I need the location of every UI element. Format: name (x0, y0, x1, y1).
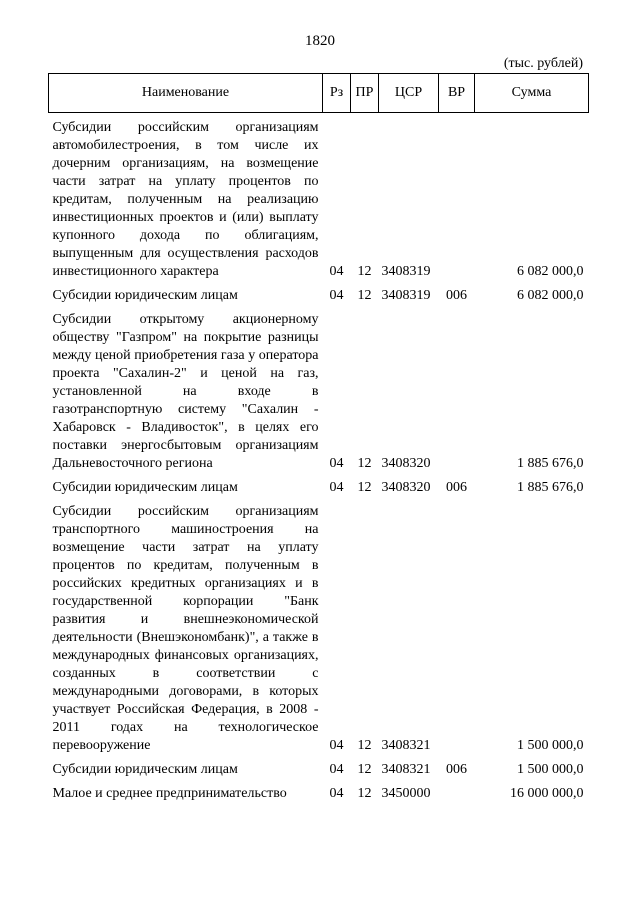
row-name: Субсидии юридическим лицам (52, 288, 238, 303)
row-vr: 006 (446, 480, 467, 495)
row-vr: 006 (446, 288, 467, 303)
row-csr: 3408321 (381, 762, 431, 777)
header-name: Наименование (49, 74, 323, 113)
row-csr: 3408320 (381, 456, 431, 471)
row-vr (439, 305, 475, 473)
row-vr (439, 113, 475, 282)
row-name: Субсидии российским организациям транспортного машиностроения на возмещение части затрат на уплату процентов по кредитам, полученным в российских кредитных организациях и в государственной корпорации "Банк развития и внешнеэкономической деятельности (Внешэкономбанк)", а также в международных финансовых организациях, созданных в соответствии с международными договорами, в которых участвует Российская Федерация, в 2008 - 2011 годах на технологическое перевооружение (52, 504, 319, 753)
row-sum: 1 500 000,0 (517, 738, 584, 753)
table-header-row (49, 74, 589, 113)
row-csr: 3408319 (381, 264, 431, 279)
row-pr: 12 (357, 738, 372, 753)
row-rz: 04 (329, 264, 344, 279)
row-sum: 6 082 000,0 (517, 264, 584, 279)
row-name: Субсидии юридическим лицам (52, 762, 238, 777)
row-vr (439, 497, 475, 755)
row-rz: 04 (329, 288, 344, 303)
row-name: Субсидии российским организациям автомобилестроения, в том числе их дочерним организациям, на возмещение части затрат на уплату процентов по кредитам, полученным на реализацию инвестиционных проектов и (или) выплату купонного дохода по облигациям, выпущенным для осуществления расходов инвестиционного характера (52, 120, 319, 279)
row-sum: 1 885 676,0 (517, 480, 584, 495)
row-pr: 12 (357, 264, 372, 279)
row-sum: 16 000 000,0 (510, 786, 584, 801)
table-row (49, 113, 589, 282)
row-rz: 04 (329, 762, 344, 777)
table-row (49, 305, 589, 473)
header-csr: ЦСР (379, 74, 439, 113)
budget-table (48, 73, 589, 803)
row-vr (439, 779, 475, 803)
header-sum: Сумма (475, 74, 589, 113)
row-sum: 1 885 676,0 (517, 456, 584, 471)
units-label: (тыс. рублей) (503, 56, 583, 71)
row-csr: 3450000 (381, 786, 431, 801)
row-vr: 006 (446, 762, 467, 777)
row-rz: 04 (329, 456, 344, 471)
row-pr: 12 (357, 288, 372, 303)
row-name: Субсидии открытому акционерному обществу "Газпром" на покрытие разницы между ценой приобретения газа у оператора проекта "Сахалин-2" и ценой на газ, установленной на входе в газотранспортную систему "Сахалин - Хабаровск - Владивосток", в целях его поставки энергосбытовым организациям Дальневосточного региона (52, 312, 319, 471)
table-row (49, 473, 589, 497)
row-rz: 04 (329, 738, 344, 753)
row-pr: 12 (357, 456, 372, 471)
row-pr: 12 (357, 762, 372, 777)
row-name: Малое и среднее предпринимательство (52, 786, 287, 801)
header-vr: ВР (439, 74, 475, 113)
row-sum: 1 500 000,0 (517, 762, 584, 777)
row-name: Субсидии юридическим лицам (52, 480, 238, 495)
header-pr: ПР (351, 74, 379, 113)
row-csr: 3408321 (381, 738, 431, 753)
row-csr: 3408320 (381, 480, 431, 495)
row-pr: 12 (357, 480, 372, 495)
row-csr: 3408319 (381, 288, 431, 303)
page-number: 1820 (305, 33, 335, 49)
table-row (49, 755, 589, 779)
table-row (49, 779, 589, 803)
header-rz: Рз (323, 74, 351, 113)
table-row (49, 497, 589, 755)
row-rz: 04 (329, 480, 344, 495)
row-rz: 04 (329, 786, 344, 801)
row-pr: 12 (357, 786, 372, 801)
row-sum: 6 082 000,0 (517, 288, 584, 303)
table-row (49, 281, 589, 305)
